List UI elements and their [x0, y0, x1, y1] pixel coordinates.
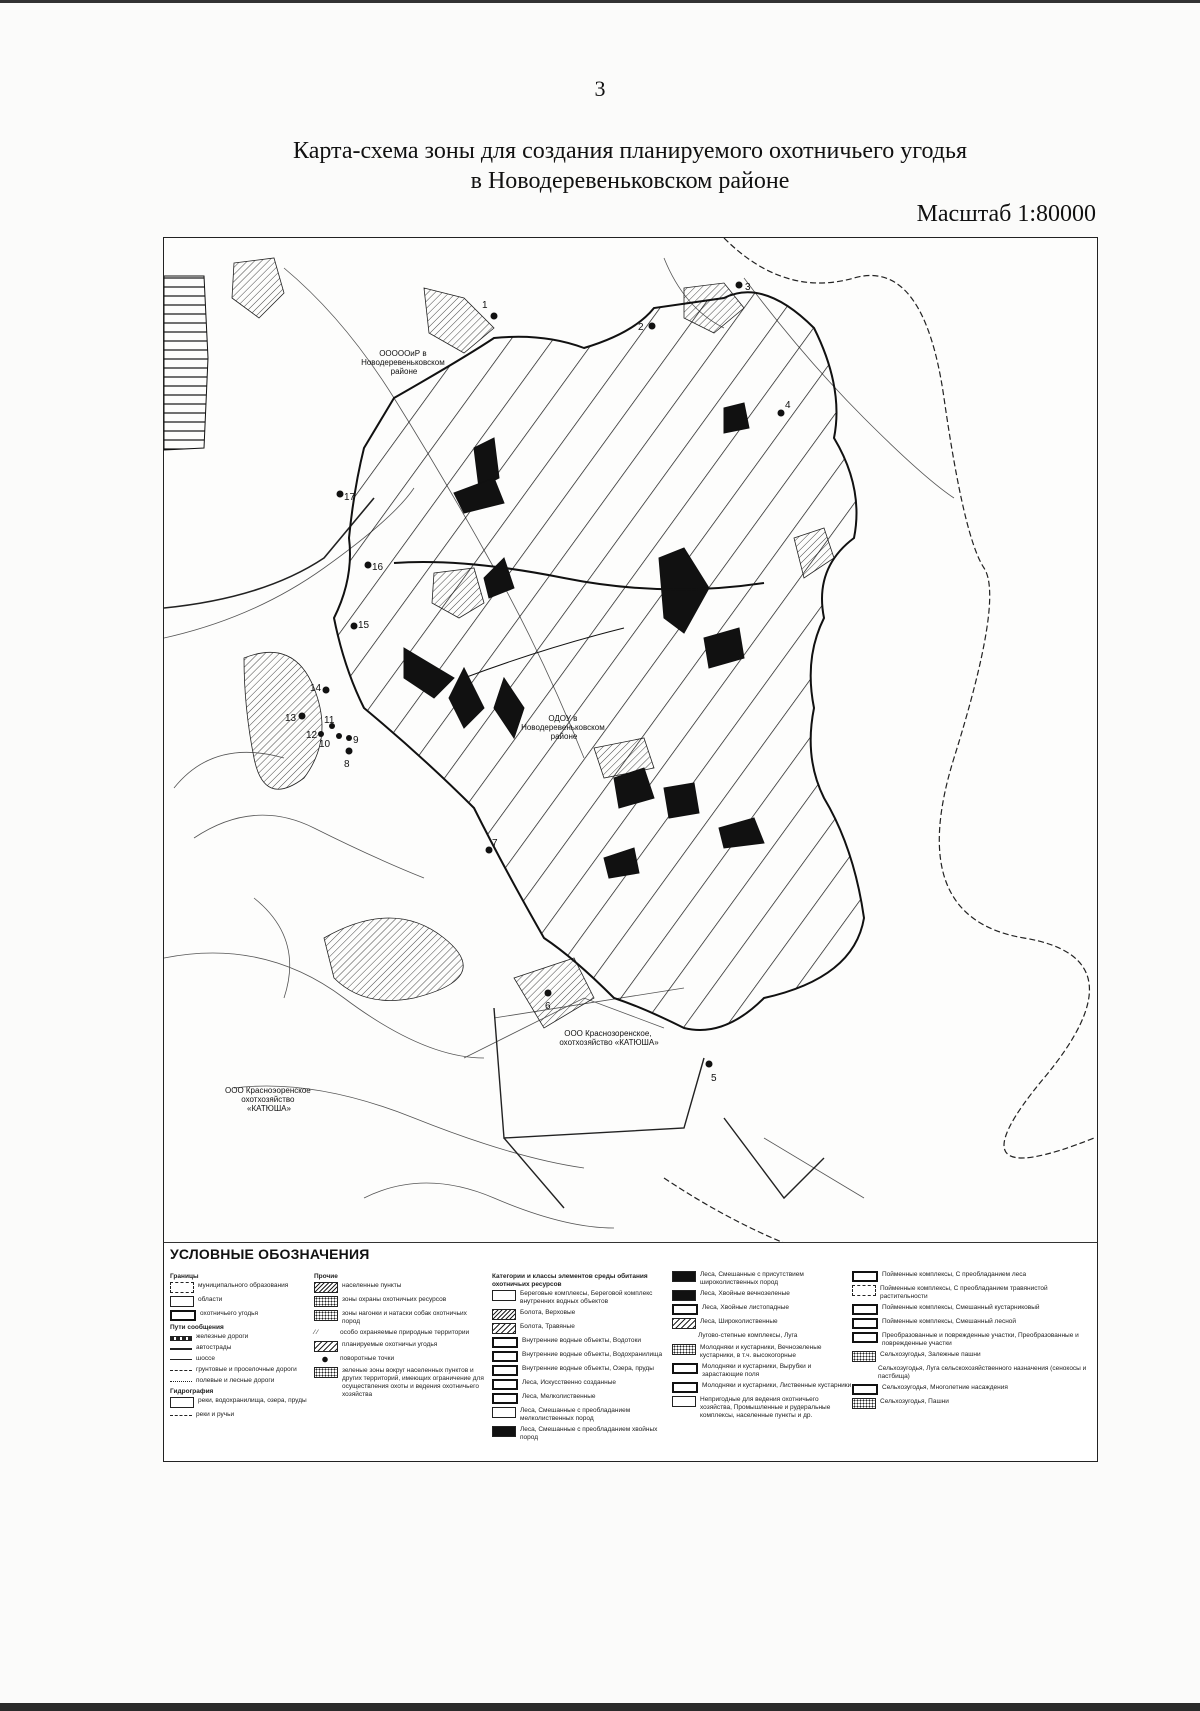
turning-point-10 [336, 733, 342, 739]
map-canvas [164, 238, 1097, 1243]
symbol-swatch [492, 1337, 518, 1348]
turning-point-6 [545, 990, 552, 997]
tp-label-14: 14 [310, 683, 322, 694]
symbol-swatch [492, 1323, 516, 1334]
symbol-swatch [314, 1355, 336, 1364]
legend-item: шоссе [170, 1355, 320, 1363]
map-scale: Масштаб 1:80000 [916, 201, 1096, 227]
legend-item: Внутренние водные объекты, Озера, пруды [492, 1365, 672, 1376]
symbol-swatch [170, 1370, 192, 1371]
legend-column-5 [852, 1271, 1092, 1412]
legend-heading: Пути сообщения [170, 1324, 224, 1331]
symbol-swatch [492, 1365, 518, 1376]
turning-point-8 [346, 748, 353, 755]
legend-item: Молодняки и кустарники, Вырубки и зарастающие поля [672, 1363, 852, 1379]
symbol-swatch [672, 1318, 696, 1329]
page-title [150, 136, 1110, 196]
turning-point-17 [337, 491, 344, 498]
legend-item: Леса, Мелколиственные [492, 1393, 672, 1404]
symbol-swatch [852, 1304, 878, 1315]
tp-label-11: 11 [324, 715, 335, 726]
turning-point-4 [778, 410, 785, 417]
symbol-swatch [492, 1407, 516, 1418]
symbol-swatch [852, 1351, 876, 1362]
symbol-swatch [170, 1336, 192, 1341]
legend-item: Леса, Хвойные вечнозеленые [672, 1290, 852, 1301]
legend-item: планируемые охотничьи угодья [314, 1341, 484, 1352]
legend-item: Молодняки и кустарники, Лиственные кустарники [672, 1382, 852, 1393]
symbol-swatch [672, 1271, 696, 1282]
tp-label-8: 8 [344, 759, 350, 770]
symbol-swatch [852, 1271, 878, 1282]
turning-point-3 [736, 282, 743, 289]
org-label-south: ООО Краснозоренское, охотхозяйство «КАТЮША» [559, 1029, 659, 1047]
title-line-1: Карта-схема зоны для создания планируемого охотничьего угодья [293, 138, 967, 164]
symbol-swatch [852, 1332, 878, 1343]
legend-item: Болота, Верховые [492, 1309, 672, 1320]
legend-item: железные дороги [170, 1333, 320, 1341]
legend-item: Леса, Широколиственные [672, 1318, 852, 1329]
tp-label-6: 6 [545, 1001, 551, 1012]
legend-heading: Прочие [314, 1273, 338, 1280]
symbol-swatch [492, 1379, 518, 1390]
tp-label-5: 5 [711, 1073, 717, 1084]
legend-item: области [170, 1296, 320, 1307]
legend-item: зеленые зоны вокруг населенных пунктов и других территорий, имеющих ограничение для осуществления охоты и ведения охотничьего хозяйства [314, 1367, 484, 1399]
symbol-swatch [314, 1310, 338, 1321]
symbol-swatch [170, 1282, 194, 1293]
legend-item: Леса, Хвойные листопадные [672, 1304, 852, 1315]
legend-item: ⁄ ⁄ особо охраняемые природные территории [314, 1329, 470, 1336]
turning-point-9 [346, 735, 352, 741]
tp-label-10: 10 [319, 739, 331, 750]
symbol-swatch [852, 1384, 878, 1395]
legend-item: Сельхозугодья, Залежные пашни [852, 1351, 1092, 1362]
legend-title: УСЛОВНЫЕ ОБОЗНАЧЕНИЯ [170, 1246, 370, 1262]
legend-item: населенные пункты [314, 1282, 484, 1293]
symbol-swatch [492, 1290, 516, 1301]
legend-item: Пойменные комплексы, Смешанный кустарниковый [852, 1304, 1092, 1315]
symbol-swatch [672, 1332, 694, 1341]
legend-column-1 [170, 1271, 320, 1422]
symbol-swatch [314, 1282, 338, 1293]
tp-label-4: 4 [785, 400, 791, 411]
legend-item: Леса, Искусственно созданные [492, 1379, 672, 1390]
legend-item: Сельхозугодья, Луга сельскохозяйственного назначения (сенокосы и пастбища) [852, 1365, 1092, 1381]
legend-item: Молодняки и кустарники, Вечнозеленые кустарники, в т.ч. высокогорные [672, 1344, 852, 1360]
legend-item: зоны охраны охотничьих ресурсов [314, 1296, 484, 1307]
legend-item: Леса, Смешанные с присутствием широколиственных пород [672, 1271, 852, 1287]
symbol-swatch [672, 1344, 696, 1355]
symbol-swatch [852, 1365, 874, 1374]
legend-item: грунтовые и проселочные дороги [170, 1366, 320, 1374]
symbol-swatch [170, 1397, 194, 1408]
legend-item: реки, водохранилища, озера, пруды [170, 1397, 320, 1408]
page-number: 3 [594, 76, 606, 101]
symbol-swatch [672, 1363, 698, 1374]
turning-point-2 [649, 323, 656, 330]
symbol-swatch [672, 1290, 696, 1301]
tp-label-9: 9 [353, 735, 359, 746]
symbol-swatch [170, 1348, 192, 1350]
legend-item: муниципального образования [170, 1282, 320, 1293]
symbol-swatch [170, 1381, 192, 1382]
legend-item: Леса, Смешанные с преобладанием мелколиственных пород [492, 1407, 672, 1423]
legend-item: Лугово-степные комплексы, Луга [672, 1332, 852, 1341]
org-label-top: ОООООиР в Новодеревеньковском районе [361, 349, 445, 376]
legend-item: зоны нагонки и натаски собак охотничьих пород [314, 1310, 484, 1326]
horizontal-hatched-region [164, 276, 208, 450]
tp-label-12: 12 [306, 730, 318, 741]
org-label-southwest: ООО Красноэоренское охотхозяйство «КАТЮША» [225, 1086, 311, 1113]
legend-item: Преобразованные и поврежденные участки, Преобразованные и поврежденные участки [852, 1332, 1092, 1348]
legend-item: Внутренние водные объекты, Водотоки [492, 1337, 672, 1348]
legend-heading: Гидрография [170, 1388, 214, 1395]
map-legend [163, 1242, 1098, 1462]
legend-column-4 [672, 1271, 852, 1423]
legend-item: Сельхозугодья, Многолетние насаждения [852, 1384, 1092, 1395]
boundary-lines [494, 1008, 824, 1208]
turning-point-5 [706, 1061, 713, 1068]
legend-item: Леса, Смешанные с преобладанием хвойных пород [492, 1426, 672, 1442]
org-label-center: ОДОУ в Новодеревеньковском районе [521, 714, 605, 741]
symbol-swatch [314, 1367, 338, 1378]
legend-heading: Границы [170, 1273, 199, 1280]
top-border-line [0, 0, 1200, 3]
tp-label-2: 2 [638, 322, 644, 333]
tp-label-17: 17 [344, 492, 356, 503]
turning-point-13 [299, 713, 306, 720]
symbol-swatch [314, 1296, 338, 1307]
symbol-swatch [672, 1304, 698, 1315]
symbol-swatch [170, 1296, 194, 1307]
legend-column-2 [314, 1271, 484, 1402]
symbol-swatch [852, 1398, 876, 1409]
tp-label-16: 16 [372, 562, 384, 573]
tp-label-1: 1 [482, 300, 488, 311]
tp-label-3: 3 [745, 282, 751, 293]
legend-item: Пойменные комплексы, С преобладанием травянистой растительности [852, 1285, 1092, 1301]
legend-item: автострады [170, 1344, 320, 1352]
legend-item: Непригодные для ведения охотничьего хозяйства, Промышленные и рудеральные комплексы, населенные пункты и др. [672, 1396, 852, 1420]
symbol-swatch [852, 1318, 878, 1329]
symbol-swatch [492, 1309, 516, 1320]
legend-item: Береговые комплексы, Береговой комплекс внутренних водных объектов [492, 1290, 672, 1306]
legend-item: полевые и лесные дороги [170, 1377, 320, 1385]
tp-label-7: 7 [492, 838, 498, 849]
legend-item: Пойменные комплексы, С преобладанием леса [852, 1271, 1092, 1282]
legend-item: поворотные точки [314, 1355, 484, 1364]
legend-item: Пойменные комплексы, Смешанный лесной [852, 1318, 1092, 1329]
symbol-swatch [170, 1415, 192, 1416]
turning-point-14 [323, 687, 330, 694]
turning-point-1 [491, 313, 498, 320]
symbol-swatch [492, 1426, 516, 1437]
symbol-swatch [672, 1396, 696, 1407]
tp-label-15: 15 [358, 620, 370, 631]
tp-label-13: 13 [285, 713, 297, 724]
symbol-swatch [314, 1341, 338, 1352]
symbol-swatch [852, 1285, 876, 1296]
symbol-swatch [492, 1351, 518, 1362]
bottom-border-line [0, 1703, 1200, 1711]
legend-item: Болота, Травяные [492, 1323, 672, 1334]
highway-line [164, 498, 374, 608]
symbol-swatch [492, 1393, 518, 1404]
turning-point-15 [351, 623, 358, 630]
legend-item: охотничьего угодья [170, 1310, 320, 1321]
legend-column-3 [492, 1271, 672, 1445]
map-frame [163, 237, 1098, 1244]
symbol-swatch [170, 1310, 196, 1321]
legend-heading: Категории и классы элементов среды обитания охотничьих ресурсов [492, 1273, 648, 1288]
title-line-2: в Новодеревеньковском районе [470, 168, 790, 194]
symbol-swatch [170, 1359, 192, 1360]
symbol-swatch: ⁄ ⁄ [314, 1329, 336, 1338]
legend-item: реки и ручьи [170, 1411, 320, 1419]
turning-point-12 [318, 731, 324, 737]
legend-item: Внутренние водные объекты, Водохранилища [492, 1351, 672, 1362]
legend-item: Сельхозугодья, Пашни [852, 1398, 1092, 1409]
symbol-swatch [672, 1382, 698, 1393]
turning-point-16 [365, 562, 372, 569]
